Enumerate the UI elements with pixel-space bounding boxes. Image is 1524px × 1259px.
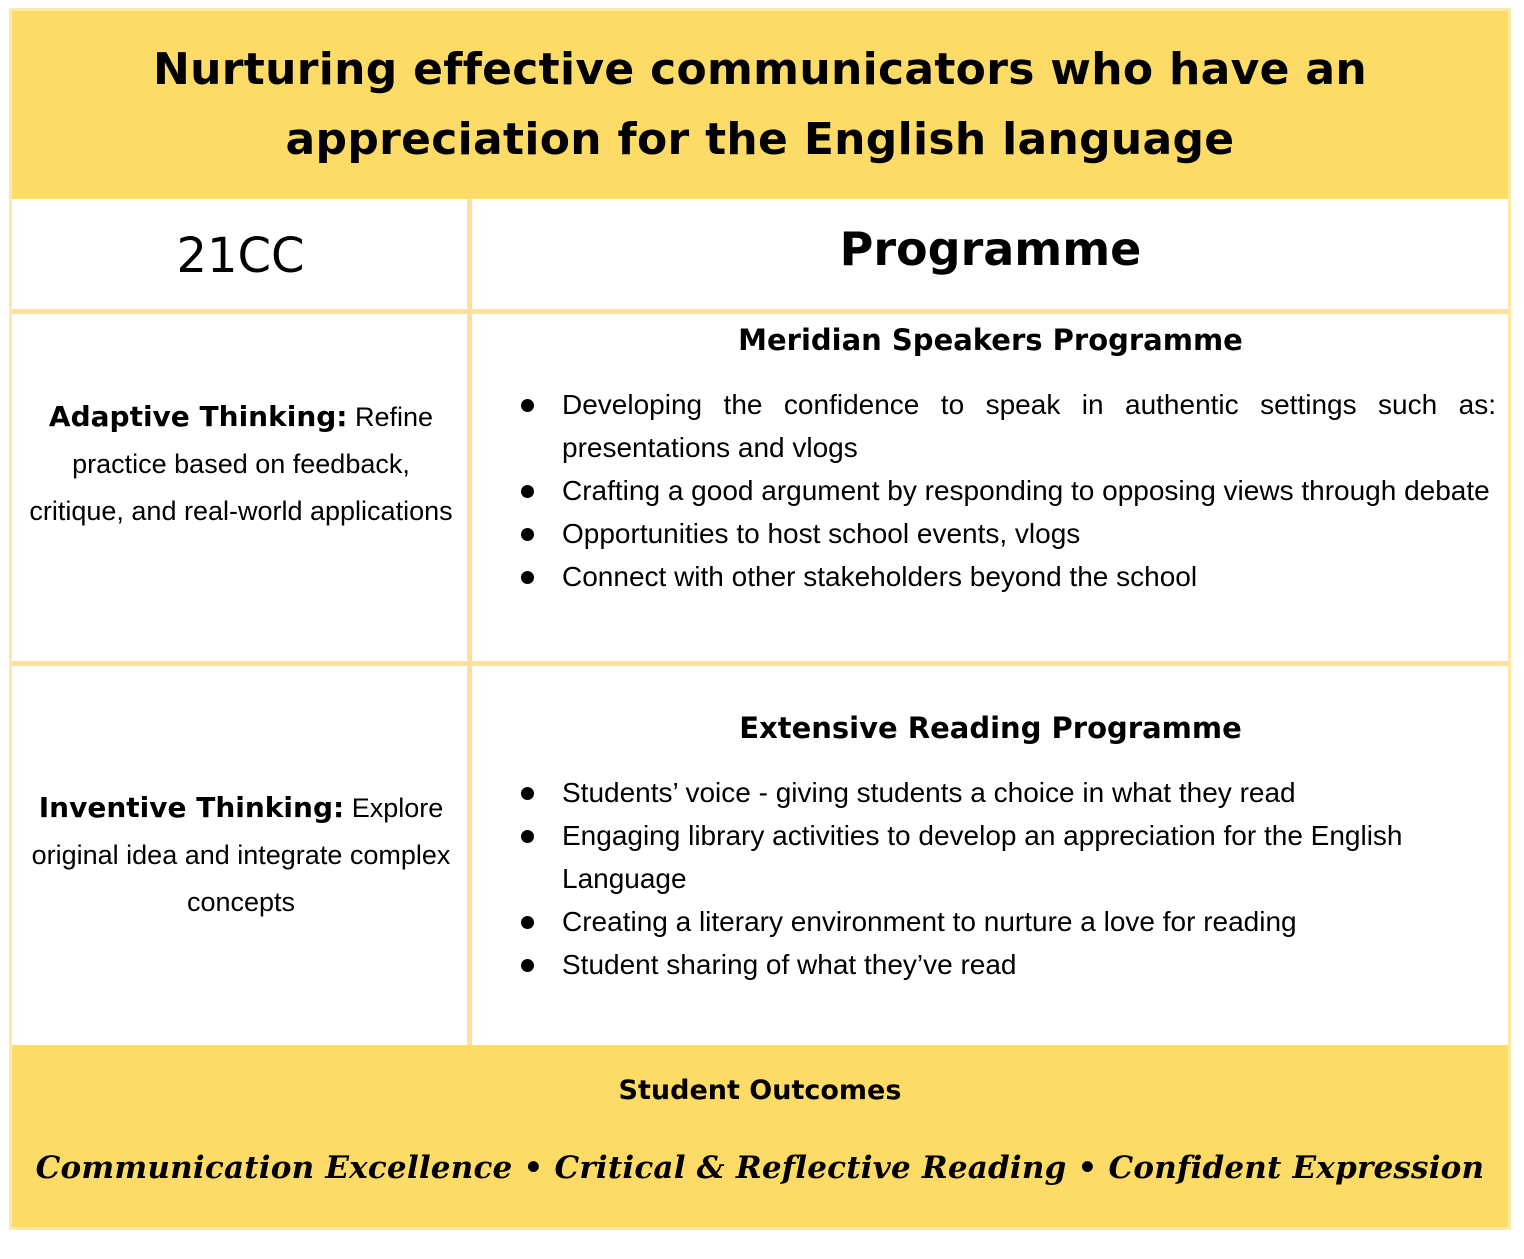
title-banner (12, 11, 1508, 199)
list-item: Crafting a good argument by responding to opposing views through debate (512, 469, 1496, 512)
bullet-icon (521, 485, 534, 498)
bullet-icon (521, 571, 534, 584)
programme-title-meridian-speakers: Meridian Speakers Programme (738, 323, 1243, 357)
competency-label: Adaptive Thinking: (48, 400, 348, 433)
student-outcomes-list: Communication Excellence • Critical & Reflective Reading • Confident Expression (35, 1150, 1485, 1186)
list-item: Developing the confidence to speak in authentic settings such as: presentations and vlogs (512, 383, 1496, 469)
list-item: Student sharing of what they’ve read (512, 943, 1496, 986)
list-item: Engaging library activities to develop an appreciation for the English Language (512, 814, 1496, 900)
document-frame (9, 8, 1511, 1230)
row-divider-middle (12, 661, 1508, 666)
competency-description: Explore original idea and integrate complex concepts (31, 793, 451, 917)
column-divider (467, 199, 472, 1045)
bullet-icon (521, 959, 534, 972)
competency-description: Refine practice based on feedback, critique, and real-world applications (29, 402, 453, 526)
bullet-icon (521, 399, 534, 412)
programme-bullet-list (512, 383, 1496, 598)
list-item: Students’ voice - giving students a choice in what they read (512, 771, 1496, 814)
title-line-2: appreciation for the English language (285, 114, 1235, 165)
column-header-programme: Programme (839, 222, 1142, 276)
list-item: Opportunities to host school events, vlogs (512, 512, 1496, 555)
column-header-21cc: 21CC (176, 227, 305, 284)
programme-bullet-list (512, 771, 1496, 986)
competency-adaptive-thinking (26, 393, 456, 535)
list-item: Creating a literary environment to nurture a love for reading (512, 900, 1496, 943)
list-item: Connect with other stakeholders beyond the school (512, 555, 1496, 598)
competency-label: Inventive Thinking: (38, 791, 345, 824)
bullet-icon (521, 787, 534, 800)
student-outcomes-banner (12, 1045, 1508, 1227)
bullet-icon (521, 830, 534, 843)
student-outcomes-title: Student Outcomes (618, 1075, 902, 1106)
title-line-1: Nurturing effective communicators who have an (152, 44, 1367, 95)
bullet-icon (521, 916, 534, 929)
bullet-icon (521, 528, 534, 541)
programme-title-extensive-reading: Extensive Reading Programme (739, 711, 1242, 745)
competency-inventive-thinking (26, 784, 456, 926)
